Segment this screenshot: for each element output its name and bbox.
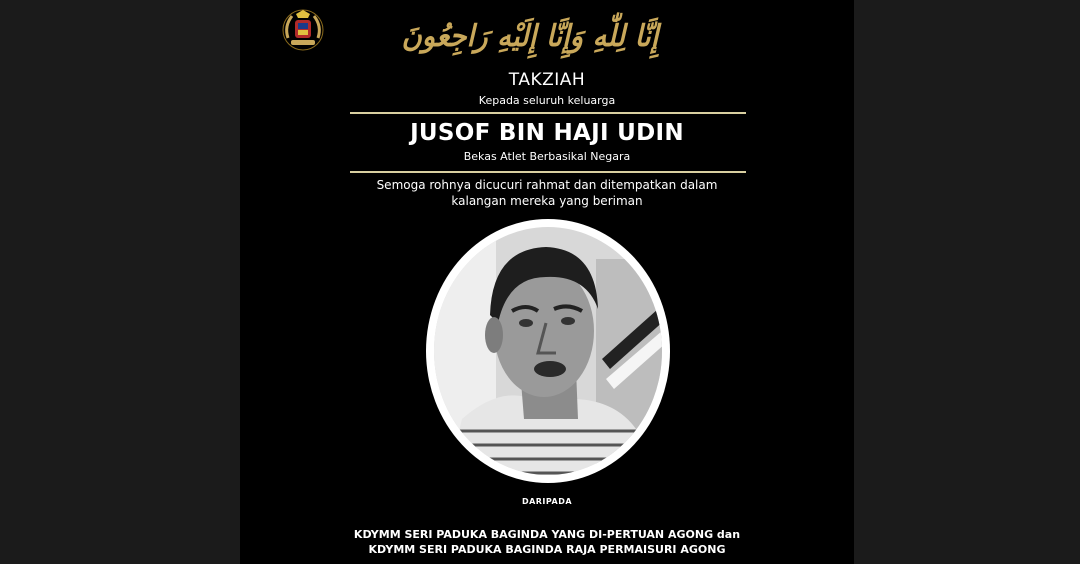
deceased-title: Bekas Atlet Berbasikal Negara: [463, 150, 631, 163]
portrait-photo: [426, 219, 670, 483]
prayer-line-1: Semoga rohnya dicucuri rahmat dan ditempatkan dalam: [376, 178, 718, 192]
arabic-calligraphy: إِنَّا لِلّٰهِ وَإِنَّا إِلَيْهِ رَاجِعُونَ: [401, 19, 659, 54]
subheading: Kepada seluruh keluarga: [478, 94, 616, 107]
left-margin: [0, 0, 240, 564]
heading: TAKZIAH: [508, 70, 586, 90]
royal-crest-icon: [280, 8, 326, 54]
divider-top: [350, 112, 746, 114]
deceased-name: JUSOF BIN HAJI UDIN: [410, 120, 684, 146]
sender-line-2: KDYMM SERI PADUKA BAGINDA RAJA PERMAISURI AGONG: [368, 543, 726, 556]
right-margin: [854, 0, 1080, 564]
condolence-poster: [240, 0, 854, 564]
divider-bottom: [350, 171, 746, 173]
prayer-text: [360, 177, 734, 209]
prayer-line-2: kalangan mereka yang beriman: [451, 194, 643, 208]
from-label: DARIPADA: [521, 497, 573, 506]
sender-line-1: KDYMM SERI PADUKA BAGINDA YANG DI-PERTUAN AGONG dan: [353, 528, 741, 541]
